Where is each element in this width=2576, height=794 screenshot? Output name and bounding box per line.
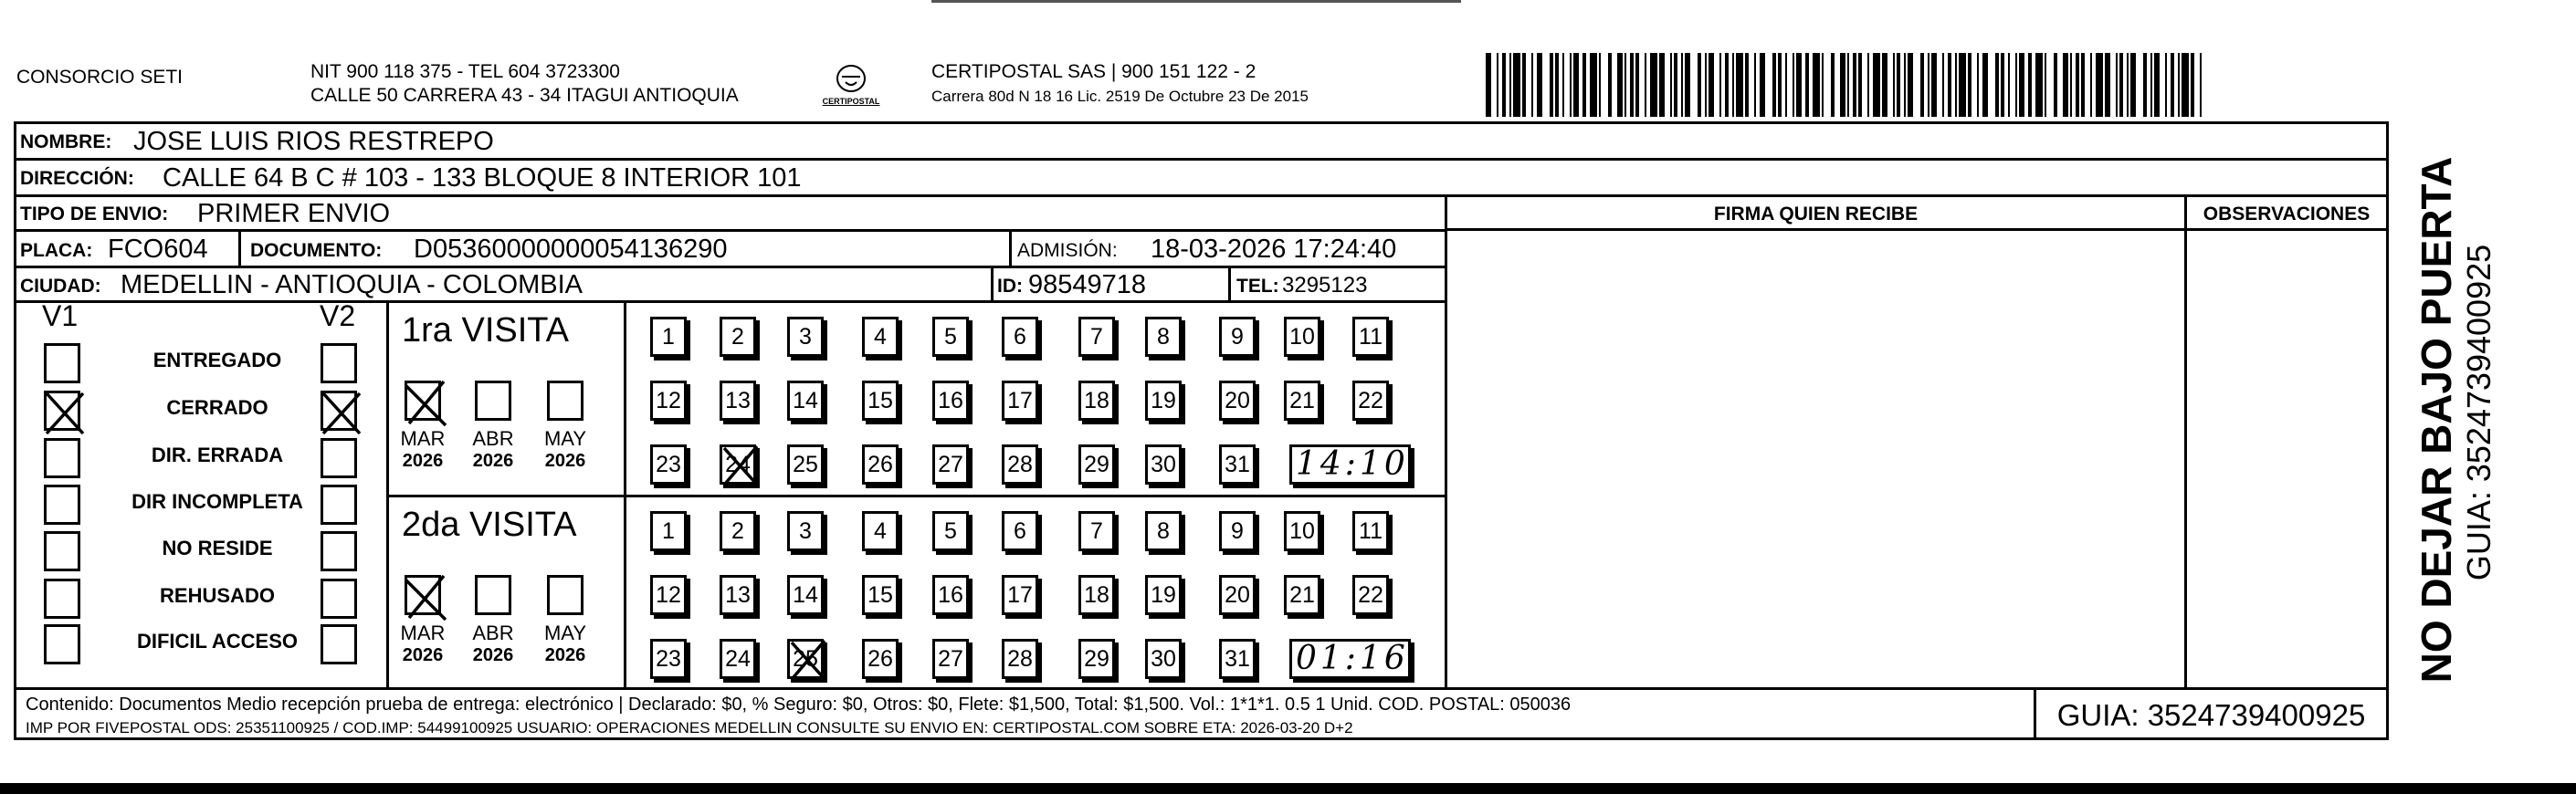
day-box[interactable] <box>1145 511 1182 551</box>
tel-value: 3295123 <box>1282 273 1368 298</box>
day-box[interactable] <box>932 381 969 421</box>
month-year: 2026 <box>472 645 514 665</box>
v2-checkbox[interactable] <box>321 438 357 478</box>
day-box[interactable] <box>787 575 824 615</box>
top-rule <box>931 0 1461 3</box>
day-box[interactable] <box>1002 575 1038 615</box>
bottom-bar <box>0 783 2576 794</box>
day-box[interactable] <box>1002 381 1038 421</box>
v2-checkbox[interactable] <box>321 343 357 383</box>
day-number: 30 <box>1151 452 1176 477</box>
row-nombre <box>16 124 2386 161</box>
day-box[interactable] <box>1284 381 1320 421</box>
day-box[interactable] <box>720 575 756 615</box>
day-box[interactable] <box>650 511 687 551</box>
day-number: 19 <box>1151 582 1176 608</box>
day-box[interactable] <box>932 639 969 679</box>
visit2-title: 2da VISITA <box>402 506 577 544</box>
documento-label: DOCUMENTO: <box>250 240 383 261</box>
day-number: 19 <box>1151 388 1176 413</box>
day-box[interactable] <box>1078 444 1115 485</box>
day-box[interactable] <box>1219 639 1256 679</box>
day-number: 22 <box>1358 582 1383 608</box>
day-number: 5 <box>944 518 957 544</box>
day-number: 31 <box>1225 452 1250 477</box>
day-number: 30 <box>1151 646 1176 672</box>
day-number: 4 <box>874 324 887 350</box>
v2-checkbox[interactable] <box>321 624 357 664</box>
nit-line: NIT 900 118 375 - TEL 604 3723300 <box>310 61 620 82</box>
footer-guia: GUIA: 3524739400925 <box>2056 698 2366 732</box>
day-number: 20 <box>1225 582 1250 608</box>
day-box[interactable] <box>787 381 824 421</box>
day-number: 12 <box>656 582 681 608</box>
day-number: 26 <box>867 646 893 672</box>
status-option-label: DIFICIL ACCESO <box>136 630 298 653</box>
day-box[interactable] <box>1352 317 1389 357</box>
day-number: 23 <box>656 646 681 672</box>
day-number: 21 <box>1289 582 1315 608</box>
day-number: 18 <box>1084 582 1109 608</box>
day-number: 5 <box>944 324 957 350</box>
v2-checkbox[interactable] <box>321 485 357 525</box>
month-name: MAR <box>400 427 446 450</box>
day-box[interactable] <box>1078 381 1115 421</box>
day-number: 13 <box>725 388 751 413</box>
day-number: 12 <box>656 388 681 413</box>
day-number: 10 <box>1289 518 1315 544</box>
day-box[interactable] <box>650 317 687 357</box>
admision-value: 18-03-2026 17:24:40 <box>1151 235 1397 264</box>
month-label <box>395 622 450 667</box>
day-number: 11 <box>1359 518 1383 544</box>
day-number: 22 <box>1358 388 1383 413</box>
day-number: 17 <box>1007 388 1033 413</box>
day-box[interactable] <box>1352 381 1389 421</box>
month-checkbox[interactable] <box>475 575 511 615</box>
day-box[interactable] <box>1284 317 1320 357</box>
month-label <box>395 427 450 473</box>
month-name: MAY <box>543 427 587 450</box>
ciudad-label: CIUDAD: <box>20 276 101 297</box>
day-number: 15 <box>867 388 893 413</box>
address-line: CALLE 50 CARRERA 43 - 34 ITAGUI ANTIOQUIA <box>310 85 739 106</box>
day-box[interactable] <box>720 444 756 485</box>
month-label <box>538 622 593 667</box>
day-number: 16 <box>938 388 963 413</box>
day-box[interactable] <box>1078 317 1115 357</box>
day-box[interactable] <box>932 317 969 357</box>
firma-header-rule <box>1445 228 2386 231</box>
row-direccion <box>16 161 2386 197</box>
day-number: 1 <box>662 324 675 350</box>
day-box[interactable] <box>1352 575 1389 615</box>
company-name: CONSORCIO SETI <box>16 67 184 88</box>
day-number: 28 <box>1007 646 1033 672</box>
id-label: ID: <box>997 276 1023 297</box>
day-box[interactable] <box>1145 639 1182 679</box>
footer-rule <box>16 687 2386 690</box>
day-box[interactable] <box>1078 575 1115 615</box>
day-box[interactable] <box>1002 317 1038 357</box>
day-box[interactable] <box>787 639 824 679</box>
firma-header: FIRMA QUIEN RECIBE <box>1713 204 1919 225</box>
status-option-label: ENTREGADO <box>152 349 282 371</box>
v2-checkbox[interactable] <box>321 579 357 619</box>
certipostal-line: CERTIPOSTAL SAS | 900 151 122 - 2 <box>931 61 1256 82</box>
day-box[interactable] <box>1352 511 1389 551</box>
day-box[interactable] <box>1219 317 1256 357</box>
day-number: 10 <box>1289 324 1315 350</box>
day-box[interactable] <box>787 317 824 357</box>
footer-imp: IMP POR FIVEPOSTAL ODS: 25351100925 / COD.IMP: 54499100925 USUARIO: OPERACIONES MEDELLIN CONSULTE SU ENVIO EN: CERTIPOSTAL.COM SOBRE ETA: 2026-03-20 D+2 <box>26 719 1353 737</box>
v1-checkbox[interactable] <box>44 438 80 478</box>
visit1-title: 1ra VISITA <box>402 311 570 350</box>
side-guia: GUIA: 3524739400925 <box>2460 244 2497 581</box>
day-box[interactable] <box>787 511 824 551</box>
status-option-label: NO RESIDE <box>162 537 273 559</box>
v1-checkbox[interactable] <box>44 579 80 619</box>
v1-checkbox[interactable] <box>44 485 80 525</box>
day-box[interactable] <box>720 511 756 551</box>
day-number: 20 <box>1225 388 1250 413</box>
day-box[interactable] <box>1219 444 1256 485</box>
v1-checkbox[interactable] <box>44 531 80 571</box>
day-number: 4 <box>874 518 887 544</box>
direccion-label: DIRECCIÓN: <box>20 168 134 189</box>
time-box[interactable] <box>1289 639 1411 679</box>
day-number: 21 <box>1289 388 1315 413</box>
day-box[interactable] <box>1219 575 1256 615</box>
side-warning: NO DEJAR BAJO PUERTA <box>2413 156 2460 684</box>
day-number: 25 <box>793 452 818 477</box>
day-box[interactable] <box>650 575 687 615</box>
row-placa <box>16 232 1447 268</box>
day-number: 9 <box>1231 518 1244 544</box>
day-box[interactable] <box>1219 511 1256 551</box>
day-number: 31 <box>1225 646 1250 672</box>
day-number: 7 <box>1090 324 1103 350</box>
day-box[interactable] <box>932 444 969 485</box>
day-box[interactable] <box>932 575 969 615</box>
month-year: 2026 <box>402 451 444 471</box>
row-tipo <box>16 197 1447 232</box>
day-box[interactable] <box>650 381 687 421</box>
day-number: 3 <box>799 324 812 350</box>
month-name: ABR <box>472 427 514 450</box>
barcode <box>1484 53 2210 117</box>
day-number: 9 <box>1231 324 1244 350</box>
certipostal-logo <box>815 62 888 113</box>
placa-value: FCO604 <box>108 235 208 264</box>
day-box[interactable] <box>862 381 899 421</box>
day-mark <box>786 637 830 684</box>
v2-checkbox[interactable] <box>321 391 357 431</box>
documento-value: D05360000000054136290 <box>414 235 728 264</box>
day-box[interactable] <box>1002 639 1038 679</box>
observaciones-header: OBSERVACIONES <box>2203 204 2371 225</box>
day-box[interactable] <box>650 444 687 485</box>
time-box[interactable] <box>1289 444 1411 485</box>
day-box[interactable] <box>932 511 969 551</box>
month-year: 2026 <box>402 645 444 665</box>
direccion-value: CALLE 64 B C # 103 - 133 BLOQUE 8 INTERIOR 101 <box>163 163 802 193</box>
day-number: 15 <box>867 582 893 608</box>
month-label <box>538 427 593 473</box>
v2-label: V2 <box>320 299 356 332</box>
day-number: 8 <box>1157 518 1170 544</box>
day-number: 6 <box>1014 324 1026 350</box>
status-option-label: REHUSADO <box>160 584 275 607</box>
month-name: MAR <box>400 622 446 644</box>
tipo-value: PRIMER ENVIO <box>197 199 391 228</box>
day-number: 27 <box>938 452 963 477</box>
day-number: 14 <box>793 388 818 413</box>
month-name: ABR <box>472 622 514 644</box>
day-box[interactable] <box>720 639 756 679</box>
day-box[interactable] <box>720 381 756 421</box>
tel-label: TEL: <box>1236 276 1279 297</box>
day-number: 2 <box>731 518 744 544</box>
status-option-label: CERRADO <box>166 396 268 419</box>
day-number: 6 <box>1014 518 1026 544</box>
day-box[interactable] <box>862 444 899 485</box>
ciudad-value: MEDELLIN - ANTIOQUIA - COLOMBIA <box>121 270 583 299</box>
day-box[interactable] <box>862 317 899 357</box>
day-number: 2 <box>731 324 744 350</box>
day-box[interactable] <box>787 444 824 485</box>
day-box[interactable] <box>1284 575 1320 615</box>
day-number: 26 <box>867 452 893 477</box>
day-number: 23 <box>656 452 681 477</box>
day-number: 1 <box>662 518 675 544</box>
month-checkbox[interactable] <box>405 381 441 421</box>
month-year: 2026 <box>544 645 586 665</box>
row-ciudad <box>16 268 1447 303</box>
day-box[interactable] <box>862 575 899 615</box>
day-number: 27 <box>938 646 963 672</box>
month-checkbox[interactable] <box>405 575 441 615</box>
v1-checkbox[interactable] <box>44 391 80 431</box>
day-box[interactable] <box>1145 381 1182 421</box>
day-number: 3 <box>799 518 812 544</box>
day-box[interactable] <box>1145 444 1182 485</box>
status-option-label: DIR. ERRADA <box>151 444 284 466</box>
day-number: 14 <box>793 582 818 608</box>
status-option-label: DIR INCOMPLETA <box>131 490 303 513</box>
day-number: 24 <box>725 452 751 477</box>
v1-checkbox[interactable] <box>44 624 80 664</box>
status-area <box>16 299 1447 687</box>
day-box[interactable] <box>1284 511 1320 551</box>
day-number: 25 <box>793 646 818 672</box>
month-checkbox[interactable] <box>547 381 584 421</box>
month-checkbox[interactable] <box>475 381 511 421</box>
footer-contenido: Contenido: Documentos Medio recepción prueba de entrega: electrónico | Declarado: $0, % Seguro: $0, Otros: $0, Flete: $1,500, Total: $1,500. Vol.: 1*1*1. 0.5 1 Unid. COD. POSTAL: 050036 <box>26 695 1572 715</box>
day-number: 8 <box>1157 324 1170 350</box>
day-number: 29 <box>1084 452 1109 477</box>
v1-checkbox[interactable] <box>44 343 80 383</box>
tipo-label: TIPO DE ENVIO: <box>20 204 169 225</box>
placa-label: PLACA: <box>20 240 93 261</box>
day-box[interactable] <box>1219 381 1256 421</box>
month-year: 2026 <box>544 451 586 471</box>
nombre-value: JOSE LUIS RIOS RESTREPO <box>133 127 494 156</box>
day-box[interactable] <box>1078 511 1115 551</box>
day-box[interactable] <box>1002 444 1038 485</box>
day-box[interactable] <box>720 317 756 357</box>
day-box[interactable] <box>862 639 899 679</box>
month-label <box>466 427 520 473</box>
month-year: 2026 <box>472 451 514 471</box>
certipostal-license: Carrera 80d N 18 16 Lic. 2519 De Octubre 23 De 2015 <box>931 88 1309 105</box>
day-number: 28 <box>1007 452 1033 477</box>
day-box[interactable] <box>650 639 687 679</box>
id-value: 98549718 <box>1028 270 1147 299</box>
day-box[interactable] <box>1078 639 1115 679</box>
v1-label: V1 <box>42 299 79 332</box>
handwritten-time: 01:16 <box>1296 640 1409 677</box>
month-checkbox[interactable] <box>547 575 584 615</box>
day-box[interactable] <box>1145 575 1182 615</box>
day-number: 24 <box>725 646 751 672</box>
nombre-label: NOMBRE: <box>20 131 112 152</box>
day-number: 17 <box>1007 582 1033 608</box>
handwritten-time: 14:10 <box>1296 445 1409 483</box>
logo-text: CERTIPOSTAL <box>822 97 880 106</box>
v2-checkbox[interactable] <box>321 531 357 571</box>
day-box[interactable] <box>1002 511 1038 551</box>
admision-label: ADMISIÓN: <box>1017 240 1118 261</box>
day-number: 16 <box>938 582 963 608</box>
observaciones-divider <box>2184 197 2187 687</box>
month-name: MAY <box>543 622 587 644</box>
day-mark <box>719 443 762 490</box>
day-box[interactable] <box>1145 317 1182 357</box>
day-box[interactable] <box>862 511 899 551</box>
day-number: 7 <box>1090 518 1103 544</box>
month-label <box>466 622 520 667</box>
day-number: 29 <box>1084 646 1109 672</box>
day-number: 18 <box>1084 388 1109 413</box>
day-number: 11 <box>1359 324 1383 350</box>
day-number: 13 <box>725 582 751 608</box>
